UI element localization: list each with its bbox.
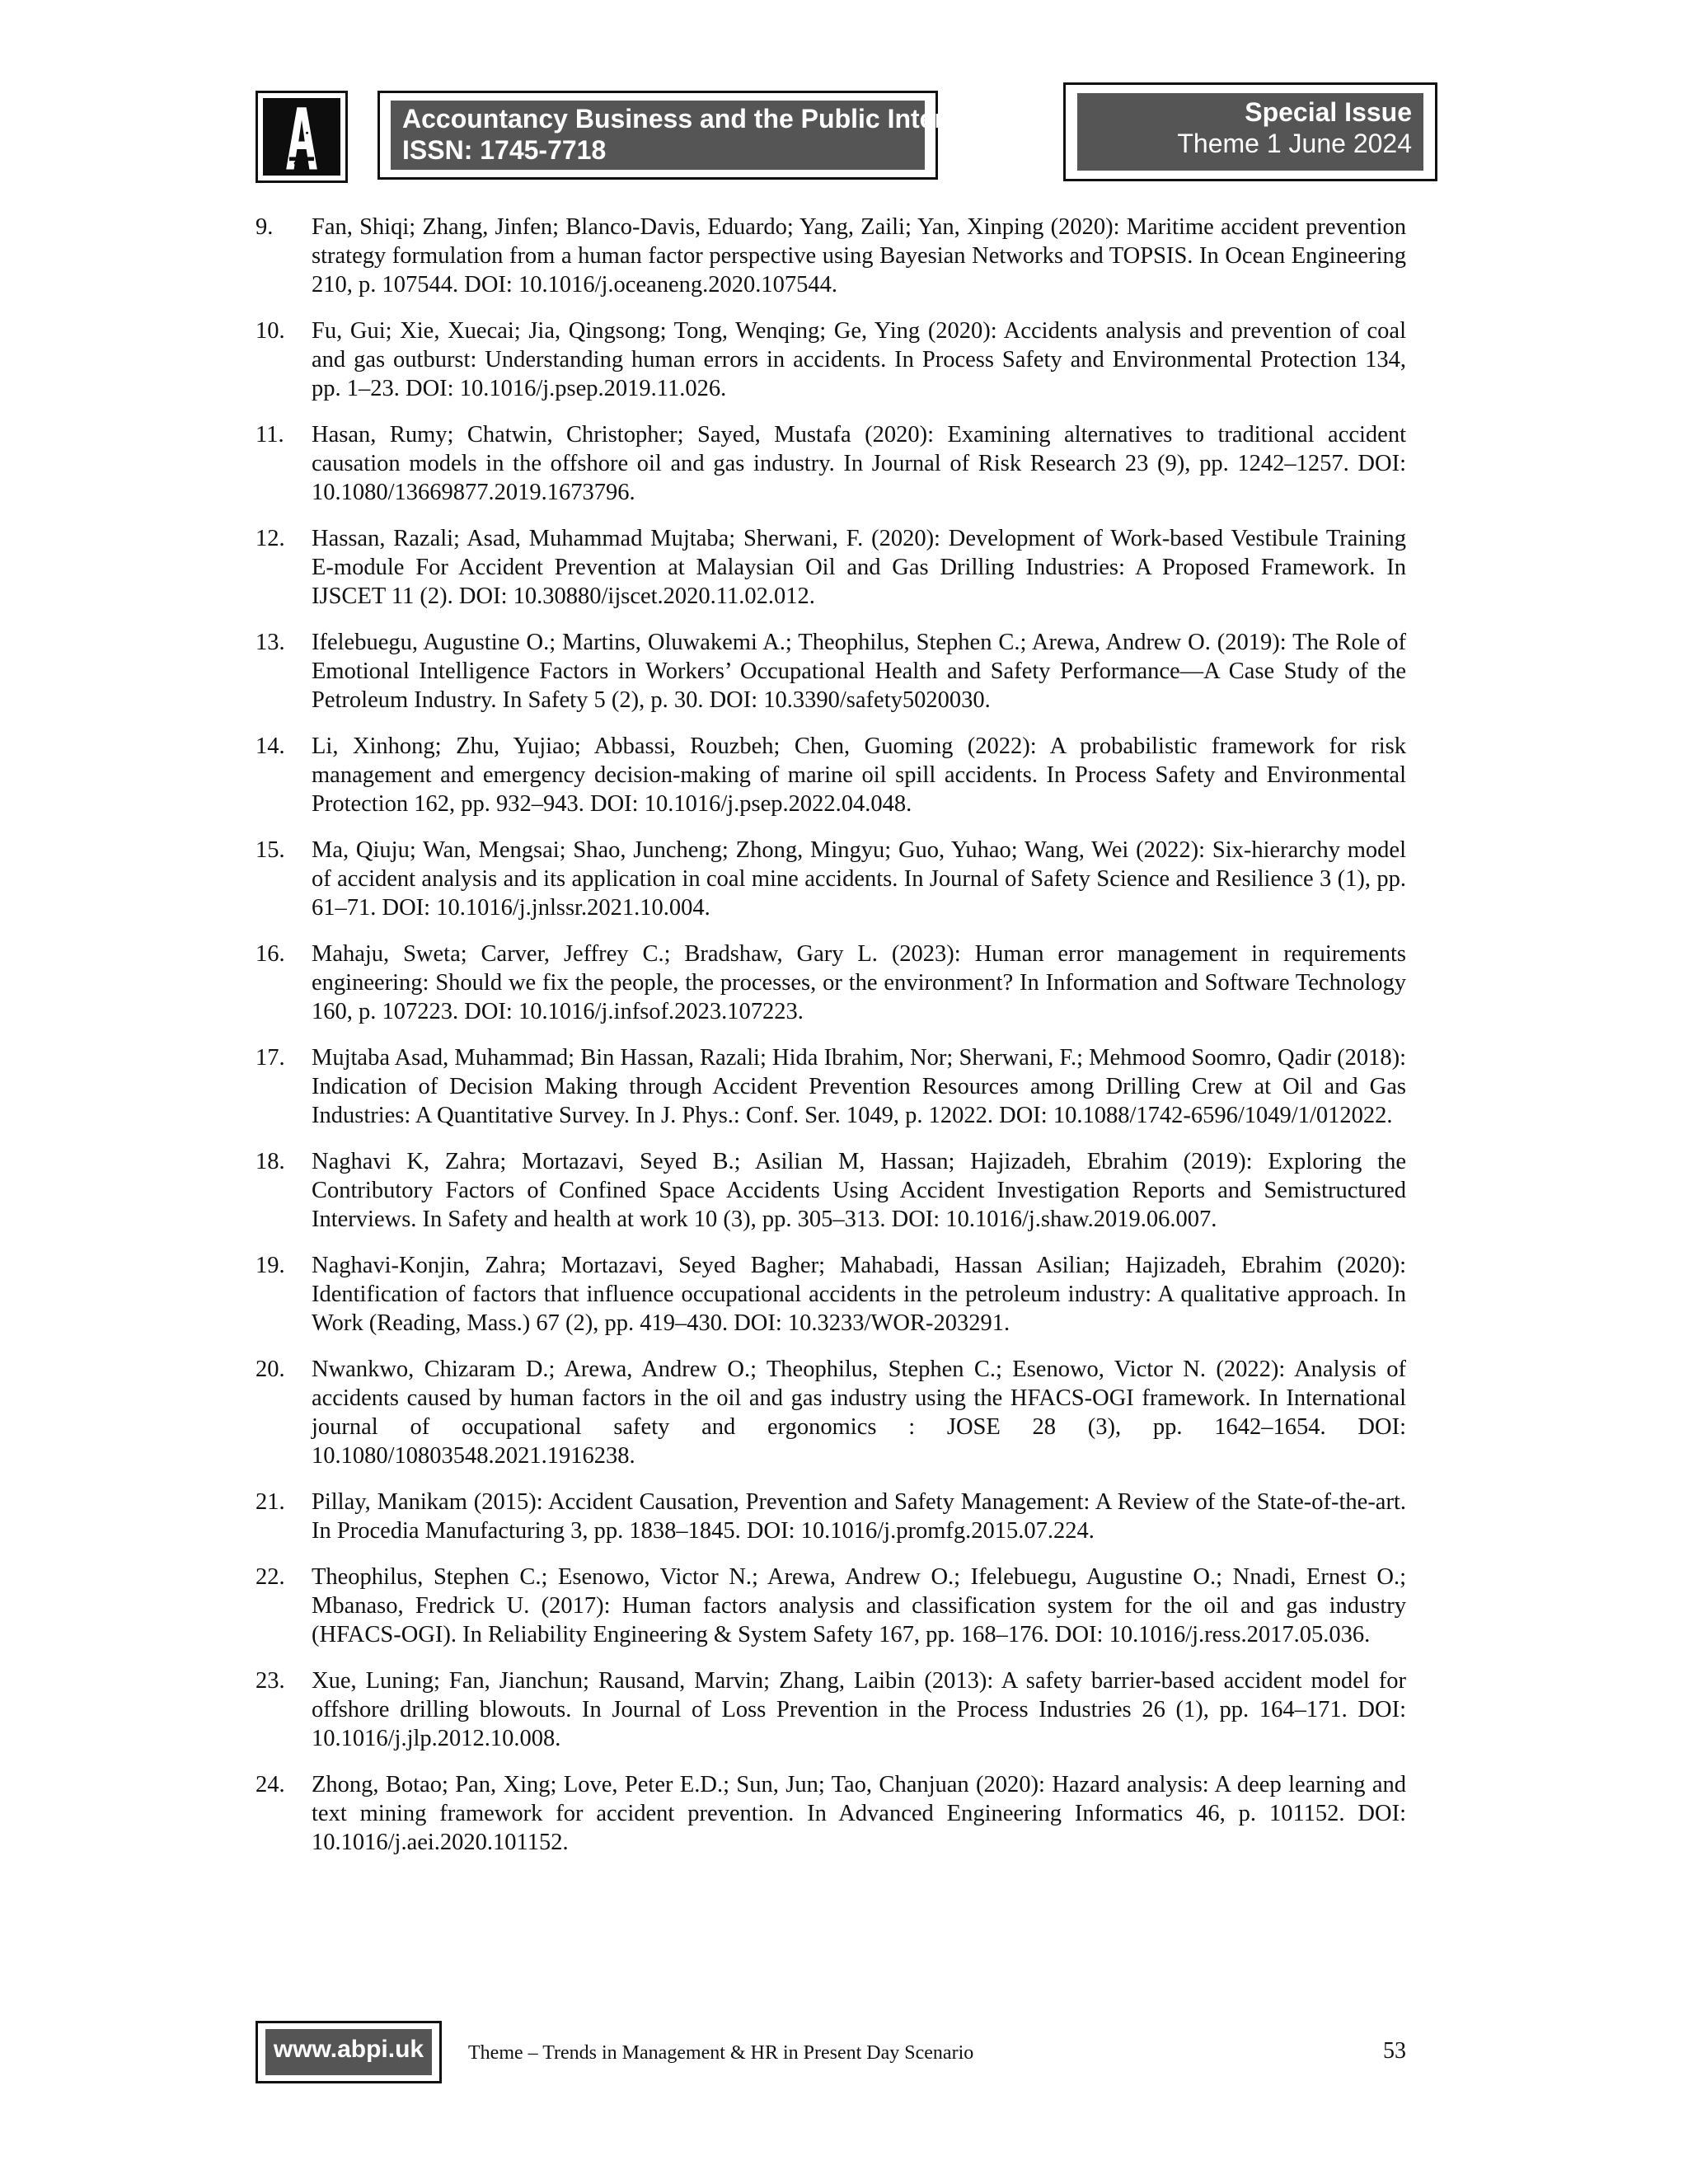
reference-item: [256, 1147, 1406, 1234]
reference-text: Xue, Luning; Fan, Jianchun; Rausand, Marvin; Zhang, Laibin (2013): A safety barrier-based accident model for offshore drilling blowouts. In Journal of Loss Prevention in the Process Industries 26 (1), pp. 164–171. DOI: 10.1016/j.jlp.2012.10.008.: [312, 1668, 1406, 1751]
journal-title-panel: [391, 101, 983, 170]
footer-theme: Theme – Trends in Management & HR in Present Day Scenario: [468, 2042, 974, 2064]
reference-item: [256, 316, 1406, 403]
reference-number: 24.: [256, 1772, 285, 1797]
reference-text: Naghavi-Konjin, Zahra; Mortazavi, Seyed Bagher; Mahabadi, Hassan Asilian; Hajizadeh, Ebrahim (2020): Identification of factors that influence occupational accidents in the petroleum industry: A qualitative approach. In Work (Reading, Mass.) 67 (2), pp. 419–430. DOI: 10.3233/WOR-203291.: [312, 1253, 1406, 1336]
reference-item: [256, 940, 1406, 1026]
reference-number: 17.: [256, 1045, 285, 1071]
reference-number: 11.: [256, 422, 284, 448]
reference-number: 10.: [256, 318, 285, 344]
reference-item: [256, 524, 1406, 611]
reference-number: 14.: [256, 733, 285, 759]
reference-text: Zhong, Botao; Pan, Xing; Love, Peter E.D.; Sun, Jun; Tao, Chanjuan (2020): Hazard analysis: A deep learning and text mining framework for accident prevention. In Advanced Engineering Informatics 46, p. 101152. DOI: 10.1016/j.aei.2020.101152.: [312, 1772, 1406, 1855]
reference-number: 12.: [256, 526, 285, 551]
reference-item: [256, 1355, 1406, 1470]
reference-item: [256, 1666, 1406, 1753]
reference-number: 18.: [256, 1149, 285, 1174]
reference-item: [256, 1251, 1406, 1338]
website-link[interactable]: www.abpi.uk: [265, 2029, 432, 2075]
reference-number: 20.: [256, 1357, 285, 1382]
reference-text: Ma, Qiuju; Wan, Mengsai; Shao, Juncheng; Zhong, Mingyu; Guo, Yuhao; Wang, Wei (2022): Six-hierarchy model of accident analysis and its application in coal mine accidents. In Journal of Safety Science and Resilience 3 (1), pp. 61–71. DOI: 10.1016/j.jnlssr.2021.10.004.: [312, 837, 1406, 921]
reference-item: [256, 420, 1406, 507]
reference-text: Fan, Shiqi; Zhang, Jinfen; Blanco-Davis, Eduardo; Yang, Zaili; Yan, Xinping (2020): Maritime accident prevention strategy formulation from a human factor perspective using Bayesian Networks and TOPSIS. In Ocean Engineering 210, p. 107544. DOI: 10.1016/j.oceaneng.2020.107544.: [312, 214, 1406, 298]
reference-item: [256, 836, 1406, 922]
reference-number: 23.: [256, 1668, 285, 1694]
journal-a-logo-icon: [263, 98, 340, 176]
page-number: 53: [1383, 2038, 1406, 2064]
reference-number: 15.: [256, 837, 285, 863]
reference-text: Mujtaba Asad, Muhammad; Bin Hassan, Razali; Hida Ibrahim, Nor; Sherwani, F.; Mehmood Soomro, Qadir (2018): Indication of Decision Making through Accident Prevention Resources among Drilling Crew at Oil and Gas Industries: A Quantitative Survey. In J. Phys.: Conf. Ser. 1049, p. 12022. DOI: 10.1088/1742-6596/1049/1/012022.: [312, 1045, 1406, 1128]
reference-text: Mahaju, Sweta; Carver, Jeffrey C.; Bradshaw, Gary L. (2023): Human error management in requirements engineering: Should we fix the people, the processes, or the environment? In Information and Software Technology 160, p. 107223. DOI: 10.1016/j.infsof.2023.107223.: [312, 941, 1406, 1024]
journal-name: Accountancy Business and the Public Interest: [402, 104, 983, 134]
journal-logo: [256, 91, 348, 183]
reference-list: [256, 213, 1406, 1874]
reference-item: [256, 628, 1406, 715]
reference-number: 9.: [256, 214, 274, 240]
reference-number: 13.: [256, 630, 285, 655]
reference-number: 16.: [256, 941, 285, 967]
issue-theme-date: Theme 1 June 2024: [1177, 129, 1412, 158]
reference-item: [256, 213, 1406, 299]
reference-text: Nwankwo, Chizaram D.; Arewa, Andrew O.; Theophilus, Stephen C.; Esenowo, Victor N. (2022): Analysis of accidents caused by human factors in the oil and gas industry using the HFACS-OGI framework. In International journal of occupational safety and ergonomics : JOSE 28 (3), pp. 1642–1654. DOI: 10.1080/10803548.2021.1916238.: [312, 1357, 1406, 1469]
reference-text: Fu, Gui; Xie, Xuecai; Jia, Qingsong; Tong, Wenqing; Ge, Ying (2020): Accidents analysis and prevention of coal and gas outburst: Understanding human errors in accidents. In Process Safety and Environmental Protection 134, pp. 1–23. DOI: 10.1016/j.psep.2019.11.026.: [312, 318, 1406, 401]
reference-text: Pillay, Manikam (2015): Accident Causation, Prevention and Safety Management: A Review of the State-of-the-art. In Procedia Manufacturing 3, pp. 1838–1845. DOI: 10.1016/j.promfg.2015.07.224.: [312, 1489, 1406, 1544]
issue-box: [1063, 82, 1437, 181]
reference-number: 21.: [256, 1489, 285, 1515]
reference-item: [256, 1488, 1406, 1545]
reference-number: 19.: [256, 1253, 285, 1278]
reference-item: [256, 1043, 1406, 1130]
reference-item: [256, 1563, 1406, 1649]
reference-text: Theophilus, Stephen C.; Esenowo, Victor N.; Arewa, Andrew O.; Ifelebuegu, Augustine O.; Nnadi, Ernest O.; Mbanaso, Fredrick U. (2017): Human factors analysis and classification system for the oil and gas industry (HFACS-OGI). In Reliability Engineering & System Safety 167, pp. 168–176. DOI: 10.1016/j.ress.2017.05.036.: [312, 1564, 1406, 1647]
reference-number: 22.: [256, 1564, 285, 1590]
journal-issn: ISSN: 1745-7718: [402, 135, 607, 165]
issue-label: Special Issue: [1245, 97, 1412, 127]
website-link-box[interactable]: [256, 2021, 442, 2083]
reference-item: [256, 732, 1406, 818]
journal-title-box: [377, 91, 983, 180]
reference-text: Ifelebuegu, Augustine O.; Martins, Oluwakemi A.; Theophilus, Stephen C.; Arewa, Andrew O. (2019): The Role of Emotional Intelligence Factors in Workers’ Occupational Health and Safety Performance—A Case Study of the Petroleum Industry. In Safety 5 (2), p. 30. DOI: 10.3390/safety5020030.: [312, 630, 1406, 713]
issue-panel: [1077, 93, 1423, 171]
reference-text: Hassan, Razali; Asad, Muhammad Mujtaba; Sherwani, F. (2020): Development of Work-based Vestibule Training E-module For Accident Prevention at Malaysian Oil and Gas Drilling Industries: A Proposed Framework. In IJSCET 11 (2). DOI: 10.30880/ijscet.2020.11.02.012.: [312, 526, 1406, 609]
reference-text: Li, Xinhong; Zhu, Yujiao; Abbassi, Rouzbeh; Chen, Guoming (2022): A probabilistic framework for risk management and emergency decision-making of marine oil spill accidents. In Process Safety and Environmental Protection 162, pp. 932–943. DOI: 10.1016/j.psep.2022.04.048.: [312, 733, 1406, 817]
reference-text: Hasan, Rumy; Chatwin, Christopher; Sayed, Mustafa (2020): Examining alternatives to traditional accident causation models in the offshore oil and gas industry. In Journal of Risk Research 23 (9), pp. 1242–1257. DOI: 10.1080/13669877.2019.1673796.: [312, 422, 1406, 505]
reference-item: [256, 1770, 1406, 1857]
reference-text: Naghavi K, Zahra; Mortazavi, Seyed B.; Asilian M, Hassan; Hajizadeh, Ebrahim (2019): Exploring the Contributory Factors of Confined Space Accidents Using Accident Investigation Reports and Semistructured Interviews. In Safety and health at work 10 (3), pp. 305–313. DOI: 10.1016/j.shaw.2019.06.007.: [312, 1149, 1406, 1232]
